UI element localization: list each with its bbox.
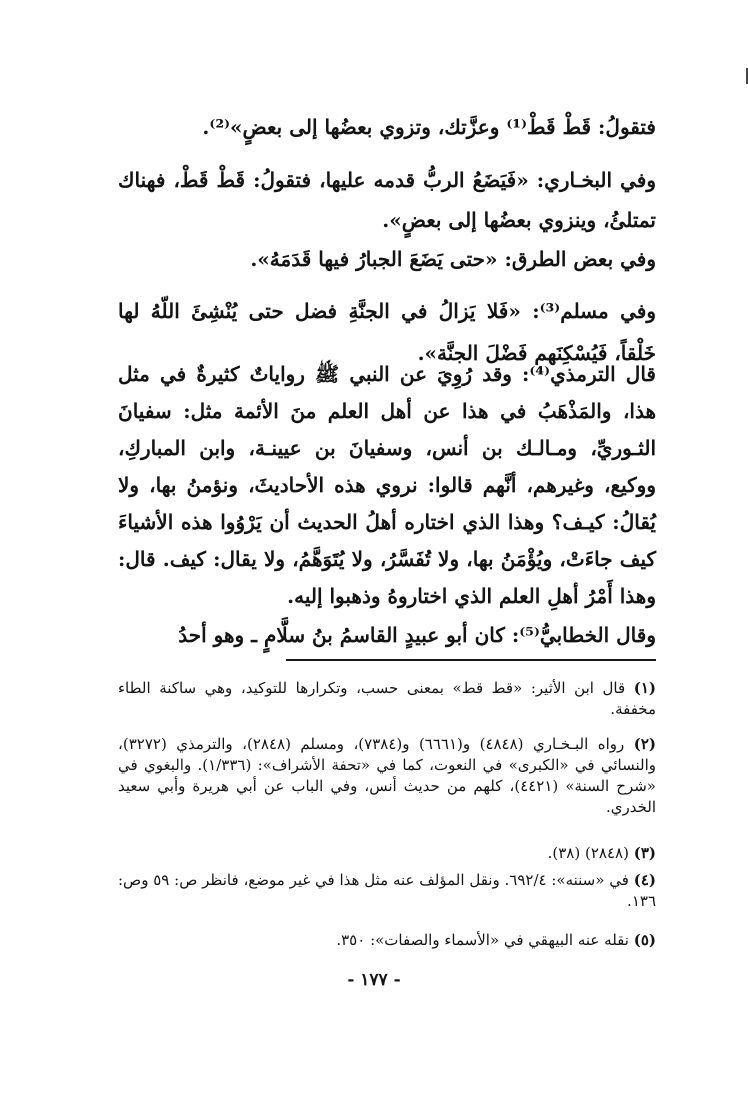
footnote-4 bbox=[118, 870, 656, 912]
footnote-text: قال ابن الأثير: «قط قط» بمعنى حسب، وتكرارها للتوكيد، وهي ساكنة الطاء مخففة. bbox=[118, 679, 656, 718]
footnote-number: (١) bbox=[633, 679, 656, 697]
footnote-2 bbox=[118, 734, 656, 818]
footnote-text: في «سننه»: ٦٩٢/٤. ونقل المؤلف عنه مثل هذا في غير موضع، فانظر ص: ٥٩ وص: ١٣٦. bbox=[118, 871, 656, 910]
paragraph-muslim: وفي مسلم⁽³⁾: «فَلا يَزالُ في الجنَّةِ فضل حتى يُنْشِئَ اللّهُ لها خَلْقاً، فَيُسْكِنَهم فَضْلَ الجنَّة». bbox=[118, 299, 656, 365]
footnote-3 bbox=[118, 843, 656, 864]
paragraph-some-routes: وفي بعض الطرق: «حتى يَضَعَ الجبارُ فيها قَدَمَهُ». bbox=[250, 247, 656, 271]
footnote-number: (٣) bbox=[633, 844, 656, 862]
footnote-number: (٤) bbox=[633, 871, 656, 889]
footnote-divider bbox=[286, 659, 656, 661]
footnote-5 bbox=[118, 930, 656, 951]
footnote-text: (٢٨٤٨) (٣٨). bbox=[547, 844, 629, 862]
footnote-text: نقله عنه البيهقي في «الأسماء والصفات»: ٣٥٠. bbox=[336, 931, 629, 949]
paragraph-bukhari: وفي البخـاري: «فَيَضَعُ الربُّ قدمه عليها، فتقولُ: قَطْ قَطْ، فهناك تمتلئُ، وينزوي بعضُها إلى بعضٍ». bbox=[118, 168, 656, 232]
page-number: - ١٧٧ - bbox=[347, 970, 401, 990]
footnote-1 bbox=[118, 678, 656, 720]
paragraph-tirmidhi: قال الترمذي⁽⁴⁾: وقد رُوِيَ عن النبي ﷺ رواياتٌ كثيرةٌ في مثل هذا، والمَذْهَبُ في هذا عن أهل العلم منَ الأئمة مثل: سفيانَ الثـوريِّ، ومـالـك بن أنس، وسفيانَ بن عيينـة، وابن المباركِ، ووكيع، وغيرهم، أنَّهم قالوا: نروي هذه الأحاديثَ، ونؤمنُ بها، ولا يُقالُ: كيـف؟ وهذا الذي اختاره أهلُ الحديث أن يَرْوُوا هذه الأشياءَ كيف جاءَتْ، ويُؤْمَنُ بها، ولا تُفَسَّرُ، ولا يُتَوَهَّمُ، ولا يقال: كيف. قال: وهذا أَمْرُ أهلِ العلم الذي اختاروهُ وذهبوا إليه. bbox=[118, 362, 656, 608]
paragraph-khattabi: وقال الخطابيُّ⁽⁵⁾: كان أبو عبيدٍ القاسمُ بنُ سلَّامٍ ـ وهو أحدُ bbox=[178, 623, 656, 647]
footnote-number: (٥) bbox=[633, 931, 656, 949]
paragraph-1: فتقولُ: قَطْ قَطْ⁽¹⁾ وعزَّتك، وتزوي بعضُها إلى بعضٍ»⁽²⁾. bbox=[202, 115, 656, 139]
footnote-number: (٢) bbox=[633, 735, 656, 753]
footnote-text: رواه البـخـاري (٤٨٤٨) و(٦٦٦١) و(٧٣٨٤)، ومسلم (٢٨٤٨)، والترمذي (٣٢٧٢)، والنسائي في «الكبرى» في النعوت، كما في «تحفة الأشراف»: (١/٣٣٦). والبغوي في «شرح السنة» (٤٤٢١)، كلهم من حديث أنس، وفي الباب عن أبي هريرة وأبي سعيد الخدري. bbox=[118, 735, 656, 816]
